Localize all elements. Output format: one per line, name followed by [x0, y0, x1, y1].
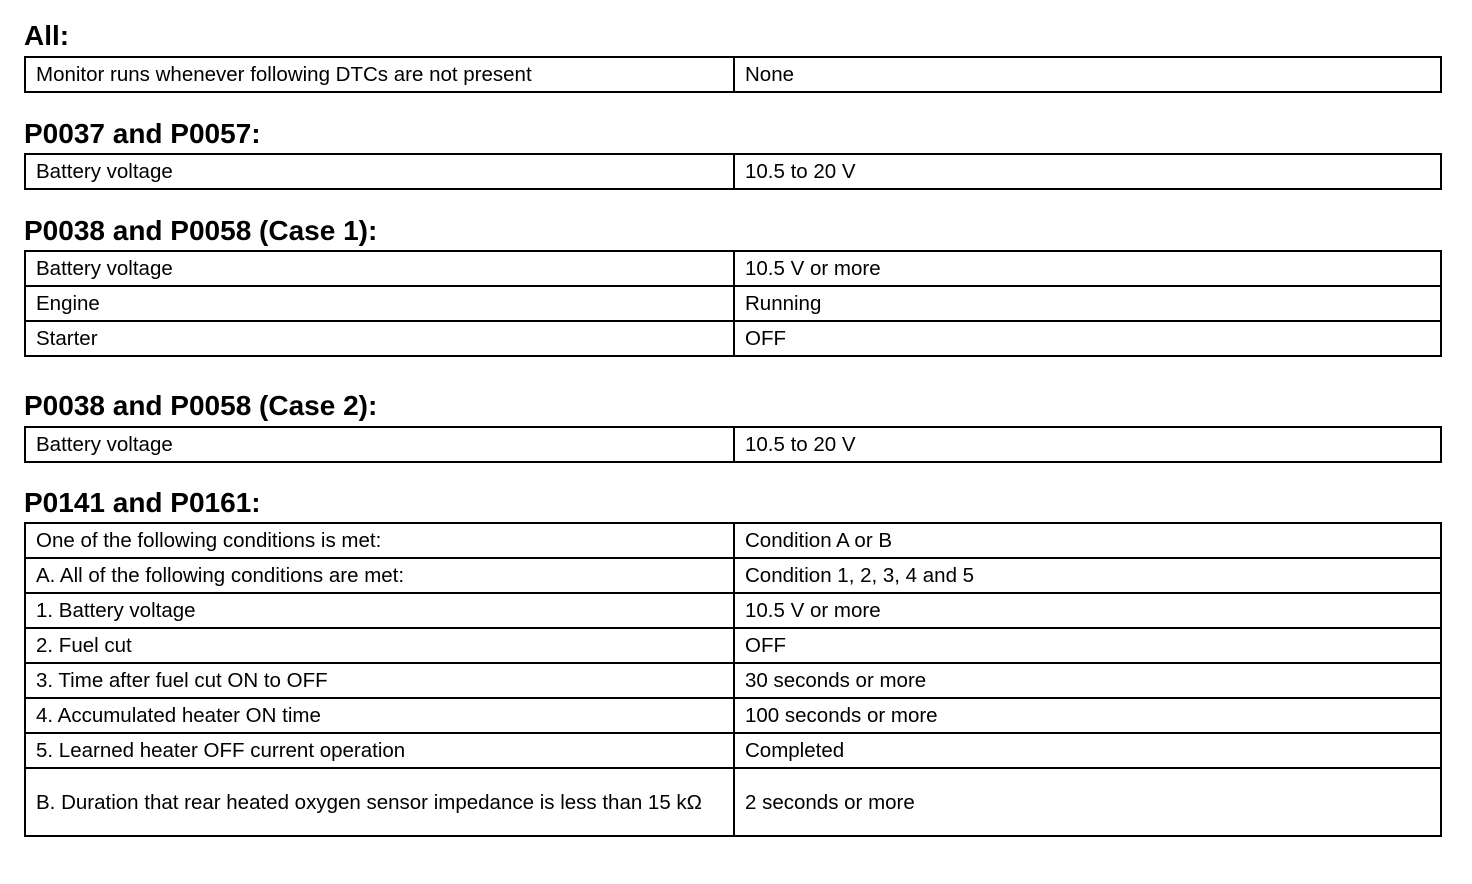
table-row	[25, 768, 1441, 836]
table-row	[25, 523, 1441, 558]
condition-label: 4. Accumulated heater ON time	[25, 698, 734, 733]
condition-label: Battery voltage	[25, 251, 734, 286]
condition-value: 30 seconds or more	[734, 663, 1441, 698]
table-row	[25, 663, 1441, 698]
condition-value: Condition A or B	[734, 523, 1441, 558]
section-title-all: All:	[24, 20, 70, 51]
condition-value: Running	[734, 286, 1441, 321]
table-row	[25, 558, 1441, 593]
condition-label: One of the following conditions is met:	[25, 523, 734, 558]
conditions-table-p0037-p0057	[24, 153, 1442, 190]
condition-value: OFF	[734, 628, 1441, 663]
section-title-p0038-p0058-case2: P0038 and P0058 (Case 2):	[24, 390, 378, 421]
section-title-p0037-p0057: P0037 and P0057:	[24, 118, 261, 149]
condition-value: 100 seconds or more	[734, 698, 1441, 733]
condition-label: B. Duration that rear heated oxygen sensor impedance is less than 15 kΩ	[25, 768, 734, 836]
table-row	[25, 251, 1441, 286]
conditions-table-p0038-p0058-case2	[24, 426, 1442, 463]
condition-value: 10.5 V or more	[734, 593, 1441, 628]
condition-label: Battery voltage	[25, 427, 734, 462]
condition-value: 10.5 to 20 V	[734, 427, 1441, 462]
conditions-table-all	[24, 56, 1442, 93]
table-row	[25, 593, 1441, 628]
table-row	[25, 57, 1441, 92]
table-row	[25, 321, 1441, 356]
condition-label: Engine	[25, 286, 734, 321]
condition-label: Battery voltage	[25, 154, 734, 189]
condition-label: Monitor runs whenever following DTCs are not present	[25, 57, 734, 92]
condition-label: 2. Fuel cut	[25, 628, 734, 663]
condition-value: 10.5 to 20 V	[734, 154, 1441, 189]
condition-value: None	[734, 57, 1441, 92]
condition-label: 1. Battery voltage	[25, 593, 734, 628]
condition-value: Completed	[734, 733, 1441, 768]
table-row	[25, 427, 1441, 462]
table-row	[25, 698, 1441, 733]
condition-label: 3. Time after fuel cut ON to OFF	[25, 663, 734, 698]
condition-value: 10.5 V or more	[734, 251, 1441, 286]
table-row	[25, 628, 1441, 663]
condition-value: Condition 1, 2, 3, 4 and 5	[734, 558, 1441, 593]
table-row	[25, 286, 1441, 321]
table-row	[25, 154, 1441, 189]
condition-value: 2 seconds or more	[734, 768, 1441, 836]
table-row	[25, 733, 1441, 768]
section-title-p0038-p0058-case1: P0038 and P0058 (Case 1):	[24, 215, 378, 246]
section-title-p0141-p0161: P0141 and P0161:	[24, 487, 261, 518]
condition-value: OFF	[734, 321, 1441, 356]
condition-label: A. All of the following conditions are met:	[25, 558, 734, 593]
condition-label: 5. Learned heater OFF current operation	[25, 733, 734, 768]
condition-label: Starter	[25, 321, 734, 356]
conditions-table-p0038-p0058-case1	[24, 250, 1442, 357]
conditions-table-p0141-p0161	[24, 522, 1442, 837]
